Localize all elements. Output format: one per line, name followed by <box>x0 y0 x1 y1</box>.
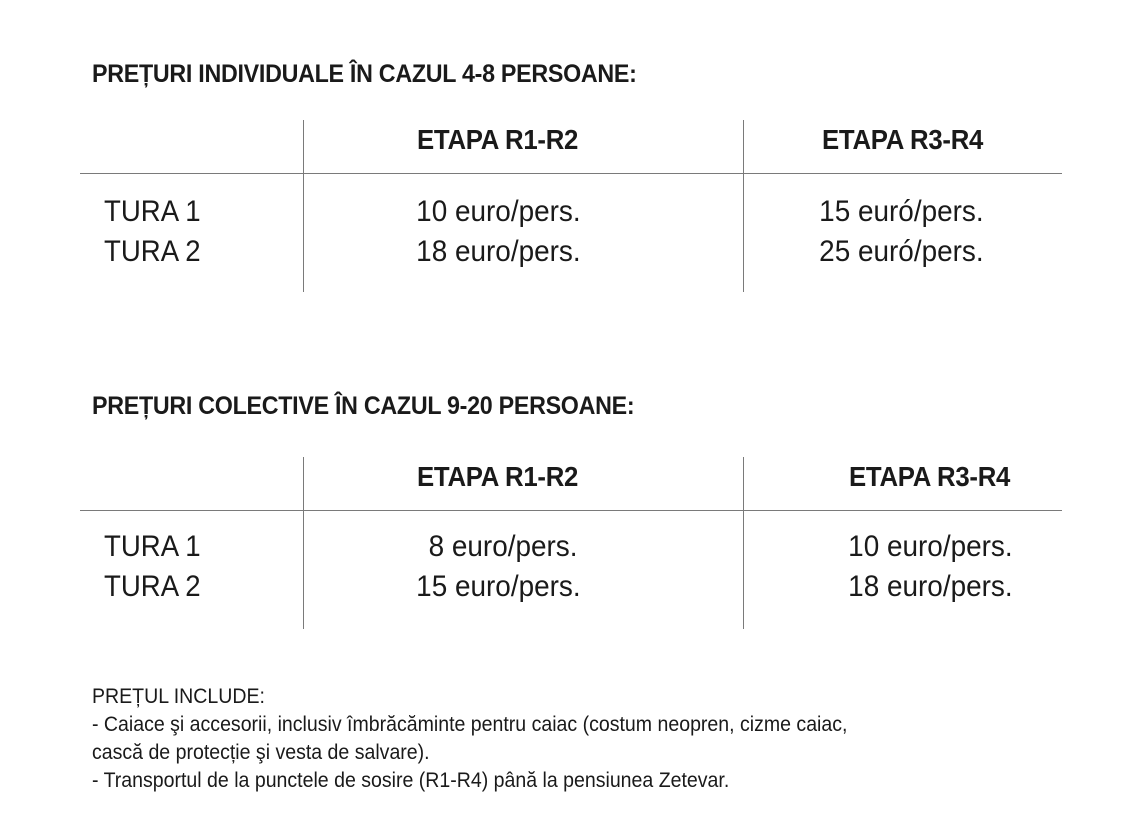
includes-heading: PREȚUL INCLUDE: <box>92 685 265 708</box>
includes-line: - Transportul de la punctele de sosire (R1-R4) până la pensiunea Zetevar. <box>92 769 730 792</box>
column-divider <box>303 457 304 629</box>
row-label-tura-1: TURA 1 <box>104 195 201 228</box>
column-header-r1-r2: ETAPA R1-R2 <box>417 461 579 492</box>
price-table-individual <box>80 120 1062 292</box>
section-title-collective: PREȚURI COLECTIVE ÎN CAZUL 9-20 PERSOANE: <box>92 392 635 420</box>
price-cell: 18 euro/pers. <box>416 235 581 268</box>
price-cell: 10 euro/pers. <box>848 530 1013 563</box>
price-cell: 15 euro/pers. <box>416 570 581 603</box>
price-cell: 18 euro/pers. <box>848 570 1013 603</box>
column-header-r1-r2: ETAPA R1-R2 <box>417 124 579 155</box>
section-title-individual: PREȚURI INDIVIDUALE ÎN CAZUL 4-8 PERSOANE: <box>92 60 637 88</box>
includes-line: - Caiace şi accesorii, inclusiv îmbrăcăminte pentru caiac (costum neopren, cizme caiac, <box>92 713 848 736</box>
header-divider <box>80 510 1062 511</box>
row-label-tura-2: TURA 2 <box>104 235 201 268</box>
price-cell: 8 euro/pers. <box>428 530 578 563</box>
price-includes <box>92 683 847 795</box>
price-cell: 25 euró/pers. <box>819 235 984 268</box>
column-header-r3-r4: ETAPA R3-R4 <box>822 124 984 155</box>
column-divider <box>743 457 744 629</box>
price-cell: 15 euró/pers. <box>819 195 984 228</box>
column-divider <box>303 120 304 292</box>
includes-line: cască de protecție şi vesta de salvare). <box>92 741 430 764</box>
header-divider <box>80 173 1062 174</box>
price-table-collective <box>80 457 1062 629</box>
row-label-tura-2: TURA 2 <box>104 570 201 603</box>
price-cell: 10 euro/pers. <box>416 195 581 228</box>
row-label-tura-1: TURA 1 <box>104 530 201 563</box>
column-header-r3-r4: ETAPA R3-R4 <box>849 461 1011 492</box>
column-divider <box>743 120 744 292</box>
